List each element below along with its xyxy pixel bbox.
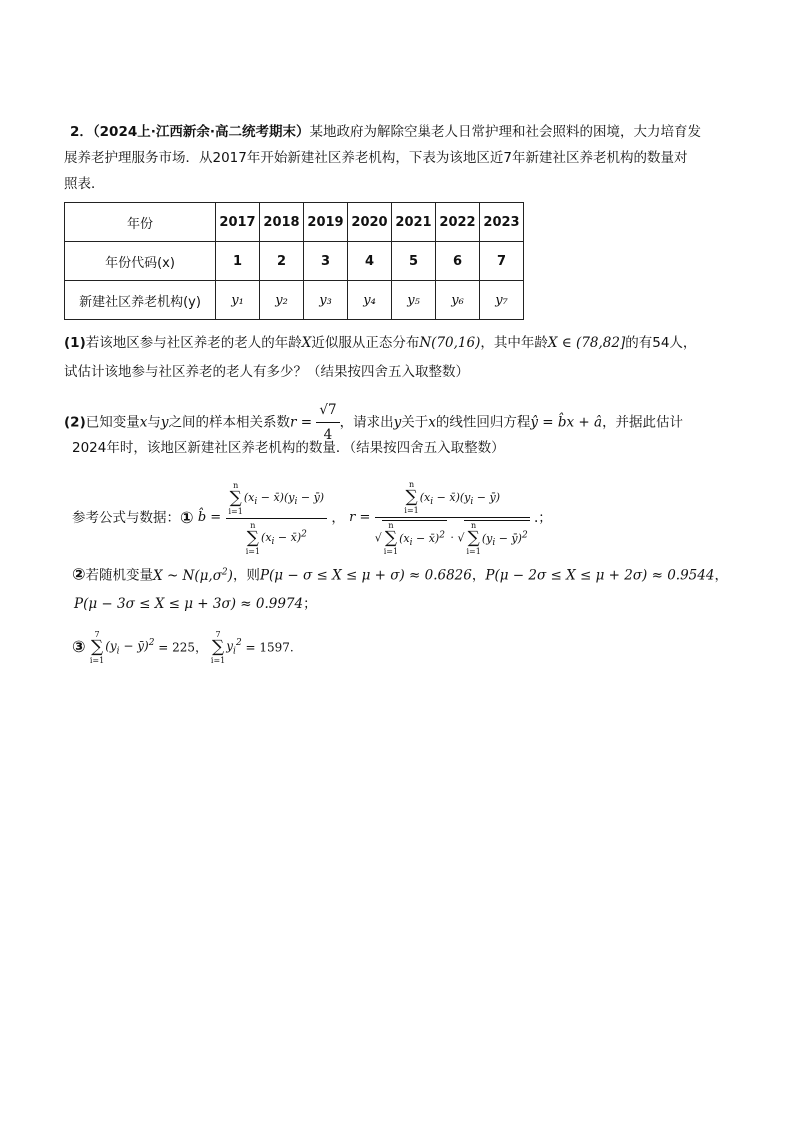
item2-mark: ② [72, 564, 86, 584]
problem-source: （2024上·江西新余·高二统考期末） [92, 124, 310, 140]
row-header-y: 新建社区养老机构(y) [65, 281, 216, 320]
q2-text-b: 与 [147, 414, 161, 431]
reference-item-2-line-2: P(μ − 3σ ≤ X ≤ μ + 3σ) ≈ 0.9974； [74, 596, 317, 612]
year-cell: 2017 [216, 203, 260, 242]
age-interval: X ∈ (78,82] [547, 335, 626, 351]
prob-2sigma: P(μ − 2σ ≤ X ≤ μ + 2σ) ≈ 0.9544 [485, 567, 715, 584]
item2-text-b: ，则 [232, 567, 260, 584]
q2-text-d: ，请求出 [339, 414, 394, 431]
q1-text-a: 若该地区参与社区养老的老人的年龄 [85, 335, 302, 351]
sum-sq-value: = 1597. [245, 640, 294, 655]
q1-line-2: 试估计该地参与社区养老的老人有多少？（结果按四舍五入取整数） [64, 364, 469, 380]
code-cell: 6 [436, 242, 480, 281]
var-x: x [139, 414, 148, 431]
r-formula: n ∑ i=1 ($x_i$ − $x̄)(y_i$ − ȳ) √ n ∑ i=1 ($x_i$ − x̄)$^2$ · √ n ∑ i=1 ($y_i$ − ȳ)$^2$ [374, 480, 528, 556]
var-X: X [301, 335, 312, 351]
q2-text-e: 关于 [401, 414, 429, 431]
q2-text-a: 已知变量 [85, 414, 140, 431]
code-cell: 5 [392, 242, 436, 281]
stem-text-1: 某地政府为解除空巢老人日常护理和社会照料的困境，大力培育发 [309, 124, 701, 140]
problem-stem-line-1 [70, 122, 701, 142]
data-table [64, 202, 524, 320]
y-cell: y₅ [392, 281, 436, 320]
table-row-code [65, 242, 524, 281]
year-cell: 2020 [348, 203, 392, 242]
table-row-year [65, 203, 524, 242]
item1-mark: ① [180, 508, 194, 527]
problem-stem-line-3: 照表． [64, 176, 105, 192]
q1-line-1 [64, 333, 696, 353]
normal-params: N(70,16) [419, 335, 481, 351]
b-hat-formula: n ∑ i=1 ($x_i$ − $x̄)(y_i$ − ȳ) n ∑ i=1 ($x_i$ − x̄)$^2$ [226, 481, 328, 556]
q1-text-d: 的有54人， [625, 335, 697, 351]
prob-1sigma: P(μ − σ ≤ X ≤ μ + σ) ≈ 0.6826 [259, 567, 472, 584]
item2-text-a: 若随机变量 [85, 567, 154, 584]
item3-mark: ③ [72, 637, 86, 656]
code-cell: 1 [216, 242, 260, 281]
code-cell: 7 [480, 242, 524, 281]
prob-3sigma: P(μ − 3σ ≤ X ≤ μ + 3σ) ≈ 0.9974 [74, 596, 304, 612]
y-cell: y₁ [216, 281, 260, 320]
y-cell: y₃ [304, 281, 348, 320]
problem-number: 2． [70, 124, 93, 140]
q2-line-2: 2024年时，该地区新建社区养老机构的数量．（结果按四舍五入取整数） [72, 440, 505, 456]
year-cell: 2021 [392, 203, 436, 242]
y-cell: y₄ [348, 281, 392, 320]
year-cell: 2022 [436, 203, 480, 242]
q1-text-c: ，其中年龄 [480, 335, 548, 351]
row-header-year: 年份 [65, 203, 216, 242]
code-cell: 2 [260, 242, 304, 281]
var-r: r [290, 414, 297, 431]
q1-text-b: 近似服从正态分布 [311, 335, 420, 351]
table-row-y [65, 281, 524, 320]
problem-stem-line-2: 展养老护理服务市场．从2017年开始新建社区养老机构，下表为该地区近7年新建社区养老机构的数量对 [64, 150, 688, 166]
regression-equation: ŷ = b̂x + â [530, 414, 603, 431]
rv-normal: X ~ $N(\mu,\sigma^2)$ [153, 567, 233, 584]
q2-label: (2) [64, 414, 86, 431]
q2-text-c: 之间的样本相关系数 [168, 414, 290, 431]
sum-sq-dev-value: = 225 [158, 640, 196, 655]
reference-item-2-line-1: ②若随机变量X ~ $N(\mu,\sigma^2)$，则P(μ − σ ≤ X ≤ μ + σ) ≈ 0.6826，P(μ − 2σ ≤ X ≤ μ + 2σ) ≈ 0.9544， [72, 564, 728, 584]
q2-line-1: (2)已知变量x与y之间的样本相关系数r = $\frac{√7}{4}$ ，请求出y关于x的线性回归方程ŷ = b̂x + â，并据此估计 [64, 402, 684, 443]
reference-intro: 参考公式与数据： [72, 510, 180, 526]
q2-text-g: ，并据此估计 [602, 414, 684, 431]
r-numerator: √7 [316, 400, 339, 423]
y-cell: y₆ [436, 281, 480, 320]
q1-label: (1) [64, 335, 86, 351]
year-cell: 2019 [304, 203, 348, 242]
y-cell: y₇ [480, 281, 524, 320]
code-cell: 3 [304, 242, 348, 281]
r-denominator: 4 [323, 427, 333, 443]
code-cell: 4 [348, 242, 392, 281]
year-cell: 2023 [480, 203, 524, 242]
reference-formula-line: 参考公式与数据：① b̂ = n ∑ i=1 ($x_i$ − $x̄)(y_i$ − ȳ) n ∑ i=1 ($x_i$ − x̄)$^2$ ， r = n ∑ i=1 ($x_i$ − $x̄)(y_i$ − ȳ) √ n ∑ i=1 ($x_i$ − x̄)$^2$ · √ n ∑ i=1 ($y_i$ − ȳ)$^2$ .； [72, 480, 552, 556]
reference-item-3: ③ 7 ∑ i=1 ($y_i$ − ȳ)$^2$ = 225， 7 ∑ i=1 $y_i^2 = 1597$. [72, 630, 294, 665]
row-header-code: 年份代码(x) [65, 242, 216, 281]
q2-text-f: 的线性回归方程 [435, 414, 531, 431]
year-cell: 2018 [260, 203, 304, 242]
y-cell: y₂ [260, 281, 304, 320]
var-y: y [160, 414, 169, 431]
